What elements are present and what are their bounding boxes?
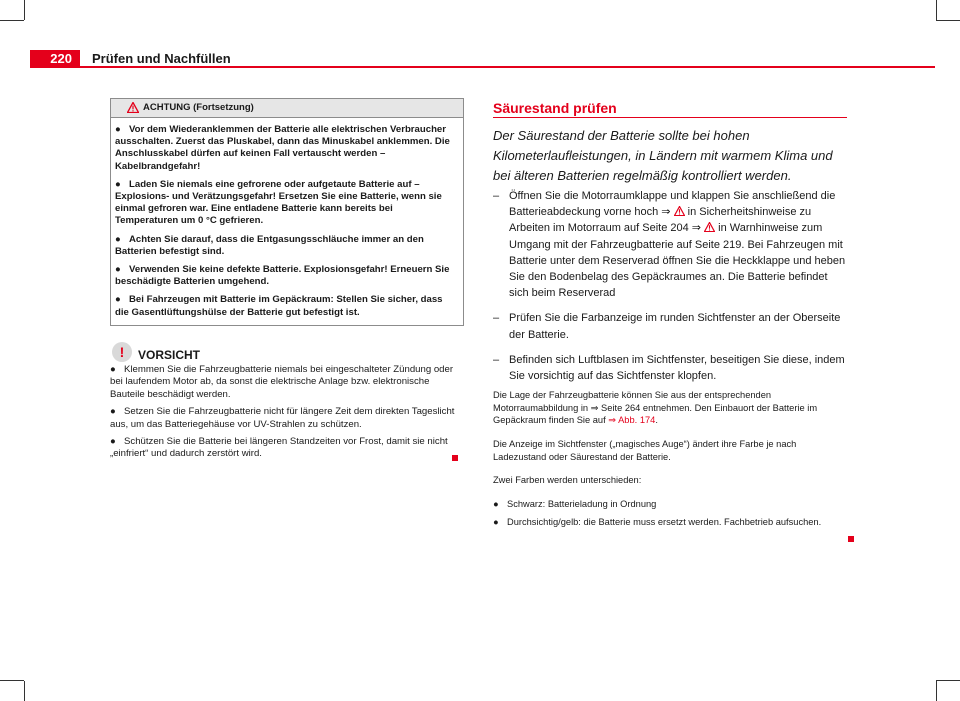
warning-header — [111, 99, 463, 118]
warning-box — [110, 98, 464, 326]
list-item: ● Laden Sie niemals eine gefrorene oder aufgetaute Batterie auf – Explosions- und Verätzungsgefahr! Ersetzen Sie eine Batterie, wenn sie einmal gefroren war. Eine entladene Batterie kann bereits bei Temperaturen um 0 °C gefrieren. — [115, 178, 442, 227]
warning-triangle-icon — [127, 102, 139, 113]
paragraph-location: Die Lage der Fahrzeugbatterie können Sie aus der entsprechenden Motorraumabbildung in ⇒ Seite 264 entnehmen. Den Einbauort der Batterie im Gepäckraum finden Sie auf ⇒ Abb. 174. — [493, 390, 818, 426]
caution-title: VORSICHT — [138, 348, 201, 362]
crop-mark — [936, 20, 960, 21]
figure-link[interactable]: ⇒ Abb. 174 — [608, 415, 656, 426]
list-item: ● Klemmen Sie die Fahrzeugbatterie niemals bei eingeschalteter Zündung oder bei laufendem Motor ab, da sonst die elektrische Anlage bzw. elektronische Bauteile beschädigt werden. — [110, 364, 454, 400]
section-lead: Der Säurestand der Batterie sollte bei hohen Kilometerlaufleistungen, in Ländern mit warmem Klima und bei älteren Batterien regelmäßig kontrolliert werden. — [493, 128, 833, 183]
warning-list — [111, 118, 463, 319]
paragraph-indicator: Die Anzeige im Sichtfenster („magisches Auge“) ändert ihre Farbe je nach Ladezustand oder Säurestand der Batterie. — [493, 439, 797, 462]
list-item: ● Achten Sie darauf, dass die Entgasungsschläuche immer an den Batterien befestigt sind. — [115, 233, 424, 257]
caution-icon: ! — [112, 342, 132, 362]
crop-mark — [24, 0, 25, 20]
list-item: ● Vor dem Wiederanklemmen der Batterie alle elektrischen Verbraucher ausschalten. Zuerst das Pluskabel, dann das Minuskabel anklemmen. Die Anschlusskabel dürfen auf keinen Fall vertauscht werden – Kabelbrandgefahr! — [115, 124, 450, 172]
caution-list — [110, 364, 464, 466]
section-end-marker — [452, 455, 458, 461]
section-rule — [493, 117, 847, 118]
page-number: 220 — [30, 50, 80, 67]
crop-mark — [936, 681, 937, 701]
warning-triangle-icon — [674, 206, 685, 216]
list-item: ● Schützen Sie die Batterie bei längeren Standzeiten vor Frost, damit sie nicht „einfriert“ und dadurch zerstört wird. — [110, 436, 448, 460]
crop-mark — [0, 20, 24, 21]
step-list — [493, 188, 849, 393]
section-title: Säurestand prüfen — [493, 100, 617, 116]
list-item: ● Schwarz: Batterieladung in Ordnung — [493, 499, 657, 509]
list-item: ● Durchsichtig/gelb: die Batterie muss ersetzt werden. Fachbetrieb aufsuchen. — [493, 517, 822, 527]
warning-title: ACHTUNG (Fortsetzung) — [143, 102, 254, 113]
warning-triangle-icon — [704, 222, 715, 232]
header-title: Prüfen und Nachfüllen — [92, 51, 231, 66]
step-item: – Öffnen Sie die Motorraumklappe und klappen Sie anschließend die Batterieabdeckung vorne hoch ⇒ in Sicherheitshinweise zu Arbeiten im Motorraum auf Seite 204 ⇒ in Warnhinweise zum Umgang mit der Fahrzeugbatterie auf Seite 219. Bei Fahrzeugen mit Batterie unter dem Reserverad öffnen Sie die Heckklappe und heben Sie den Bodenbelag des Gepäckraumes an. Die Batterie befindet sich beim Reserverad — [493, 190, 846, 300]
list-item: ● Verwenden Sie keine defekte Batterie. Explosionsgefahr! Erneuern Sie beschädigte Batterien umgehend. — [115, 264, 450, 288]
crop-mark — [24, 681, 25, 701]
header-rule — [30, 66, 935, 68]
crop-mark — [936, 0, 937, 20]
list-item: ● Bei Fahrzeugen mit Batterie im Gepäckraum: Stellen Sie sicher, dass die Gasentlüftungshülse der Batterie gut befestigt ist. — [115, 294, 443, 318]
paragraph-colors-intro: Zwei Farben werden unterschieden: — [493, 475, 642, 485]
list-item: ● Setzen Sie die Fahrzeugbatterie nicht für längere Zeit dem direkten Tageslicht aus, um das Batteriegehäuse vor UV-Strahlen zu schützen. — [110, 406, 455, 430]
crop-mark — [936, 680, 960, 681]
step-item: – Befinden sich Luftblasen im Sichtfenster, beseitigen Sie diese, indem Sie vorsichtig auf das Sichtfenster klopfen. — [493, 353, 845, 383]
crop-mark — [0, 680, 24, 681]
step-item: – Prüfen Sie die Farbanzeige im runden Sichtfenster an der Oberseite der Batterie. — [493, 312, 841, 341]
section-end-marker — [848, 536, 854, 542]
